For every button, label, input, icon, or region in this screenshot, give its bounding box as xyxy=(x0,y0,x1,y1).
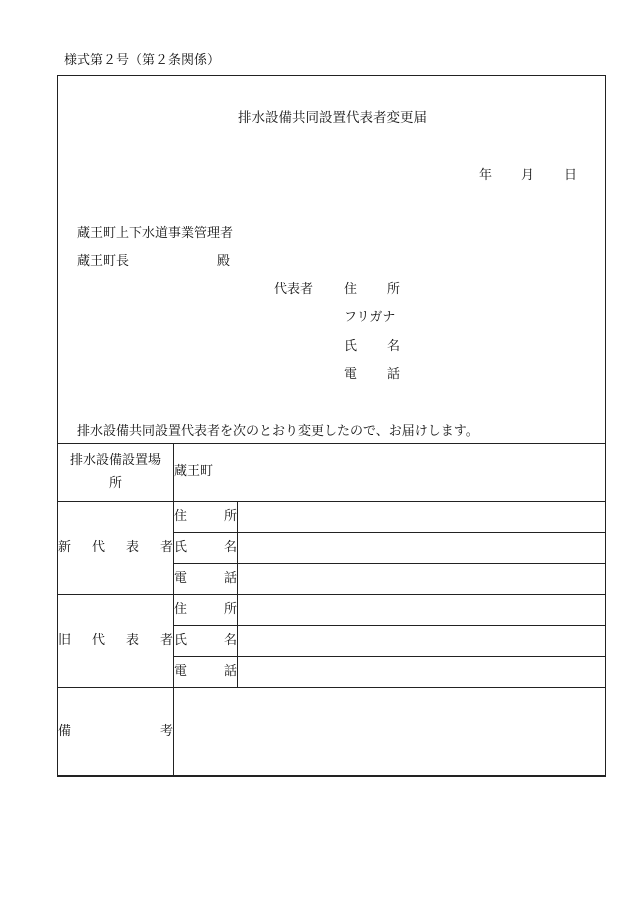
addressee-line-2: 蔵王町長 xyxy=(77,254,130,269)
char: 新 xyxy=(58,539,72,555)
char: 話 xyxy=(386,367,400,382)
char: 氏 xyxy=(344,339,358,354)
new-phone-field[interactable] xyxy=(238,564,606,595)
location-header-line-1: 排水設備設置場 xyxy=(69,452,161,468)
new-representative-header xyxy=(58,502,174,595)
char: 考 xyxy=(159,723,173,739)
table-row xyxy=(58,502,606,533)
char: 表 xyxy=(125,632,139,648)
location-header xyxy=(58,444,174,502)
details-table xyxy=(57,443,606,777)
representative-phone-label xyxy=(344,368,400,381)
representative-address-label xyxy=(344,283,400,296)
location-field[interactable] xyxy=(174,444,606,502)
char: 住 xyxy=(344,282,358,297)
char: 名 xyxy=(386,339,400,354)
char: 所 xyxy=(386,282,400,297)
location-header-line-2: 所 xyxy=(108,475,122,491)
addressee-line-1: 蔵王町上下水道事業管理者 xyxy=(77,226,234,241)
old-name-field[interactable] xyxy=(238,626,606,657)
old-name-label: 氏 名 xyxy=(174,626,238,657)
table-row xyxy=(58,444,606,502)
statement-text: 排水設備共同設置代表者を次のとおり変更したので、お届けします。 xyxy=(77,424,479,439)
new-phone-label: 電 話 xyxy=(174,564,238,595)
old-phone-label: 電 話 xyxy=(174,657,238,688)
table-row xyxy=(58,688,606,777)
new-name-label: 氏 名 xyxy=(174,533,238,564)
old-phone-field[interactable] xyxy=(238,657,606,688)
char: 電 xyxy=(344,367,358,382)
representative-label: 代表者 xyxy=(274,282,314,297)
representative-name-label xyxy=(344,340,400,353)
char: 備 xyxy=(58,723,72,739)
representative-furigana-label: フリガナ xyxy=(344,310,396,325)
date-month-label: 月 xyxy=(521,168,535,183)
new-name-field[interactable] xyxy=(238,533,606,564)
char: 代 xyxy=(91,539,105,555)
old-address-field[interactable] xyxy=(238,595,606,626)
table-row xyxy=(58,595,606,626)
new-address-field[interactable] xyxy=(238,502,606,533)
old-representative-header xyxy=(58,595,174,688)
honorific: 殿 xyxy=(217,254,231,269)
char: 表 xyxy=(125,539,139,555)
remarks-header xyxy=(58,688,174,777)
date-year-label: 年 xyxy=(479,168,493,183)
location-value: 蔵王町 xyxy=(174,464,214,480)
char: 代 xyxy=(91,632,105,648)
date-day-label: 日 xyxy=(564,168,578,183)
new-address-label: 住 所 xyxy=(174,502,238,533)
form-title: 排水設備共同設置代表者変更届 xyxy=(238,110,427,126)
char: 者 xyxy=(159,539,173,555)
char: 者 xyxy=(159,632,173,648)
form-number-label: 様式第２号（第２条関係） xyxy=(64,53,221,68)
remarks-field[interactable] xyxy=(174,688,606,777)
char: 旧 xyxy=(58,632,72,648)
old-address-label: 住 所 xyxy=(174,595,238,626)
